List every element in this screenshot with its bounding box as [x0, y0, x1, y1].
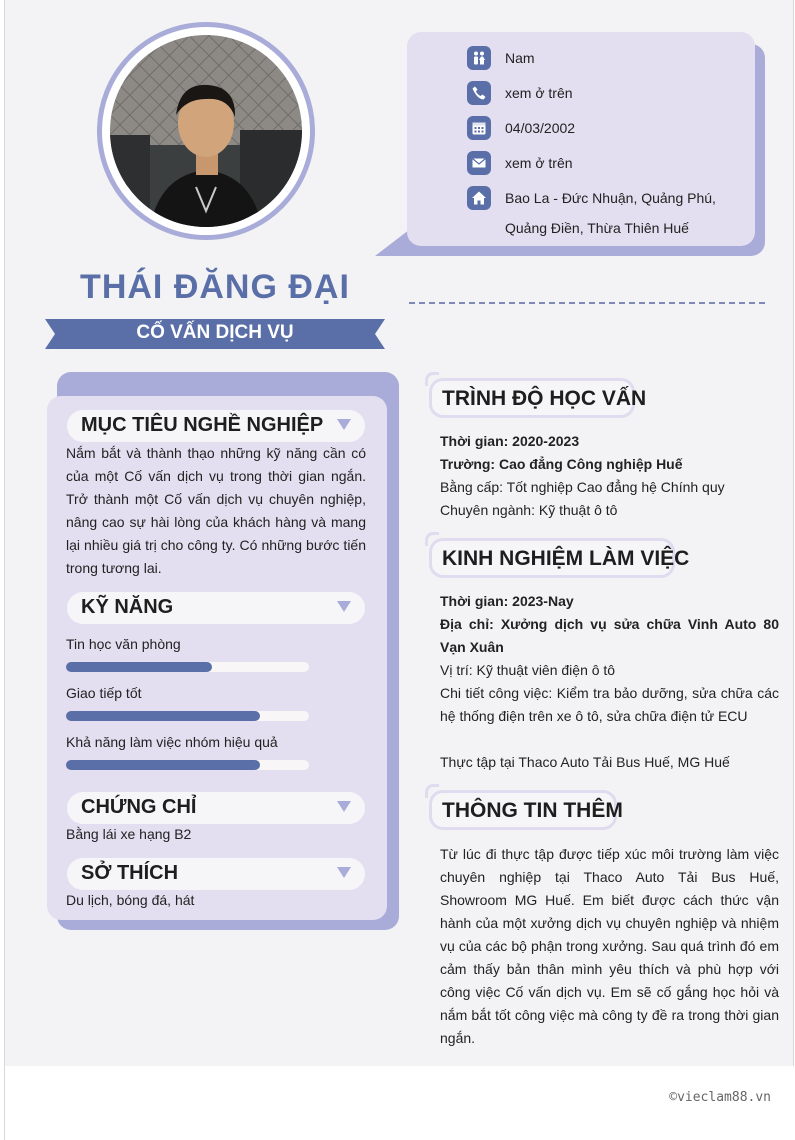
- certificate-title: CHỨNG CHỈ: [81, 796, 197, 818]
- education-degree: Bằng cấp: Tốt nghiệp Cao đẳng hệ Chính quy: [440, 479, 725, 495]
- education-school: Trường: Cao đẳng Công nghiệp Huế: [440, 456, 683, 472]
- experience-title: KINH NGHIỆM LÀM VIỆC: [442, 547, 690, 570]
- skills-header: [67, 592, 365, 624]
- extra-text: Từ lúc đi thực tập được tiếp xúc môi trường làm việc chuyên nghiệp tại Thaco Auto Tải Bus Huế, Showroom MG Huế. Em biết được cách thức vận hành của một xưởng dịch vụ chuyên nghiệp và nhiệm vụ của các bộ phận trong xưởng. Sau quá trình đó em cảm thấy bản thân mình yêu thích và phù hợp với công việc Cố vấn dịch vụ. Em sẽ cố gắng học hỏi và nắm bắt tốt công việc mà công ty đề ra trong thời gian ngắn.: [440, 846, 779, 1046]
- avatar-frame: [97, 22, 315, 240]
- skill-bar-fill: [66, 662, 212, 672]
- experience-details: [440, 590, 779, 774]
- address-line-1: Bao La - Đức Nhuận, Quảng Phú,: [505, 190, 716, 206]
- address-value: [505, 183, 716, 243]
- education-details: [440, 430, 779, 522]
- experience-place: Địa chỉ: Xưởng dịch vụ sửa chữa Vinh Auto 80 Vạn Xuân: [440, 616, 779, 655]
- experience-details-text: Chi tiết công việc: Kiểm tra bảo dưỡng, sửa chữa các hệ thống điện trên xe ô tô, sửa chữa điện tử ECU: [440, 685, 779, 724]
- skill-bar-fill: [66, 711, 260, 721]
- dashed-divider: [409, 302, 765, 304]
- skill-bar: [66, 760, 309, 770]
- contact-card: [407, 32, 755, 246]
- education-title: TRÌNH ĐỘ HỌC VẤN: [442, 387, 647, 410]
- contact-row-address: [467, 186, 716, 243]
- birthday-value: 04/03/2002: [505, 120, 576, 136]
- home-icon: [467, 186, 491, 210]
- skill-bar: [66, 662, 309, 672]
- extra-header: [429, 790, 623, 830]
- hobby-text: Du lịch, bóng đá, hát: [66, 892, 195, 908]
- mail-icon: [467, 151, 491, 175]
- contact-row-email: [467, 151, 573, 178]
- triangle-down-icon: [337, 419, 351, 430]
- education-major: Chuyên ngành: Kỹ thuật ô tô: [440, 502, 618, 518]
- experience-position: Vị trí: Kỹ thuật viên điện ô tô: [440, 662, 616, 678]
- calendar-icon: [467, 116, 491, 140]
- candidate-role: CỐ VẤN DỊCH VỤ: [136, 322, 294, 343]
- objective-text: Nắm bắt và thành thạo những kỹ năng cần có của một Cố vấn dịch vụ trong thời gian ngắn. Trở thành một Cố vấn dịch vụ chuyên nghiệp, nâng cao sự hài lòng của khách hàng và mang lại nhiều giá trị cho công ty. Có những bước tiến trong tương lai.: [66, 445, 366, 576]
- skills-title: KỸ NĂNG: [81, 596, 174, 618]
- copyright[interactable]: ©vieclam88.vn: [669, 1090, 771, 1105]
- objective-title: MỤC TIÊU NGHỀ NGHIỆP: [81, 414, 324, 436]
- phone-value[interactable]: xem ở trên: [505, 85, 573, 101]
- spacer: [440, 728, 779, 751]
- email-value[interactable]: xem ở trên: [505, 155, 573, 171]
- certificate-text: Bằng lái xe hạng B2: [66, 826, 192, 842]
- skill-bar-fill: [66, 760, 260, 770]
- contact-row-gender: [467, 46, 535, 73]
- education-header: [429, 378, 647, 418]
- experience-internship: Thực tập tại Thaco Auto Tải Bus Huế, MG Huế: [440, 754, 730, 770]
- avatar: [110, 35, 302, 227]
- hobby-header: [67, 858, 365, 890]
- skill-label: Tin học văn phòng: [66, 636, 181, 652]
- skill-label: Giao tiếp tốt: [66, 685, 142, 701]
- address-line-2: Quảng Điền, Thừa Thiên Huế: [505, 220, 689, 236]
- phone-icon: [467, 81, 491, 105]
- contact-row-phone: [467, 81, 573, 108]
- skill-bar: [66, 711, 309, 721]
- experience-header: [429, 538, 690, 578]
- experience-time: Thời gian: 2023-Nay: [440, 593, 574, 609]
- certificate-header: [67, 792, 365, 824]
- triangle-down-icon: [337, 601, 351, 612]
- triangle-down-icon: [337, 867, 351, 878]
- objective-header: [67, 410, 365, 442]
- contact-row-birthday: [467, 116, 575, 143]
- cv-page: [4, 0, 794, 1140]
- candidate-name: THÁI ĐĂNG ĐẠI: [80, 268, 350, 306]
- skill-label: Khả năng làm việc nhóm hiệu quả: [66, 734, 278, 750]
- gender-value: Nam: [505, 50, 535, 66]
- extra-title: THÔNG TIN THÊM: [442, 799, 623, 822]
- education-time: Thời gian: 2020-2023: [440, 433, 580, 449]
- triangle-down-icon: [337, 801, 351, 812]
- hobby-title: SỞ THÍCH: [81, 862, 179, 884]
- people-icon: [467, 46, 491, 70]
